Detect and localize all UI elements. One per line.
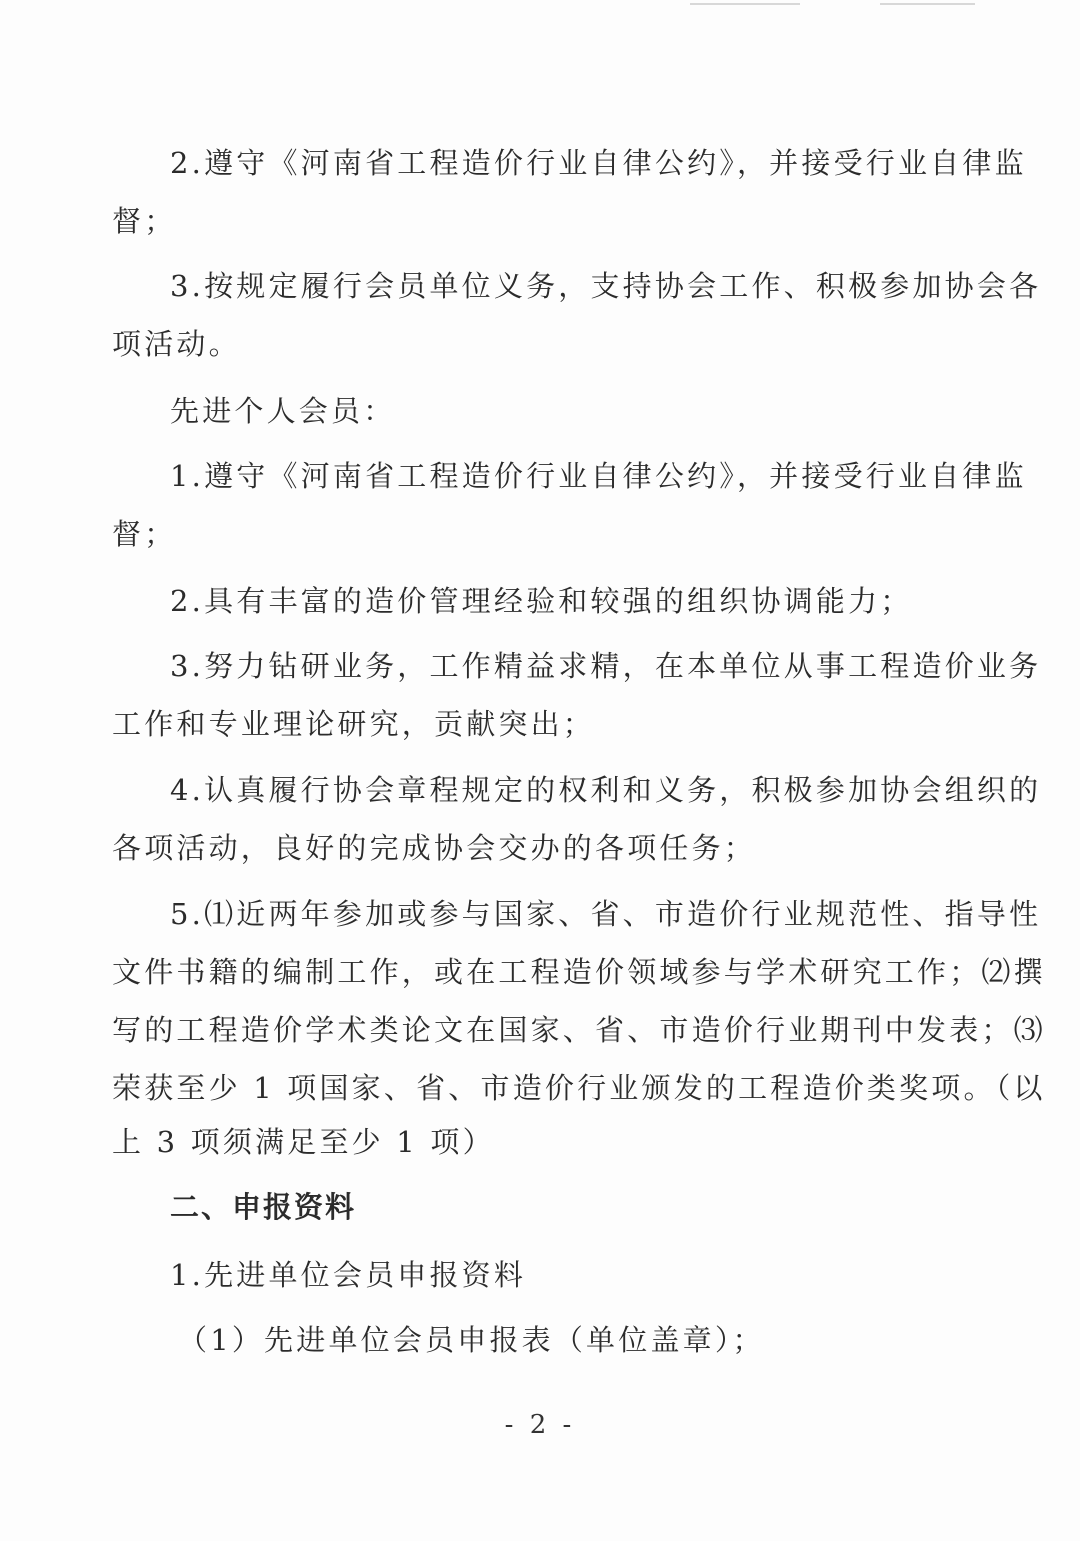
section-heading: 二、申报资料 — [170, 1190, 357, 1224]
scan-mark — [880, 3, 975, 5]
paragraph-line: 5.⑴近两年参加或参与国家、省、市造价行业规范性、指导性 — [170, 897, 1042, 931]
paragraph-line: 写的工程造价学术类论文在国家、省、市造价行业期刊中发表；⑶ — [112, 1013, 1046, 1047]
paragraph-line: 1.遵守《河南省工程造价行业自律公约》，并接受行业自律监 — [170, 459, 1027, 493]
paragraph-line: 文件书籍的编制工作，或在工程造价领域参与学术研究工作；⑵撰 — [112, 955, 1046, 989]
paragraph-line: （1）先进单位会员申报表（单位盖章）； — [178, 1323, 765, 1357]
section-subtitle: 先进个人会员： — [170, 394, 396, 428]
scan-mark — [690, 3, 800, 5]
subsection-heading: 1.先进单位会员申报资料 — [170, 1258, 527, 1292]
paragraph-line: 2.具有丰富的造价管理经验和较强的组织协调能力； — [170, 584, 913, 618]
paragraph-line: 上 3 项须满足至少 1 项） — [112, 1125, 495, 1159]
paragraph-line: 2.遵守《河南省工程造价行业自律公约》，并接受行业自律监 — [170, 146, 1027, 180]
paragraph-line: 荣获至少 1 项国家、省、市造价行业颁发的工程造价类奖项。（以 — [112, 1071, 1046, 1105]
page-number: - 2 - — [504, 1410, 576, 1440]
paragraph-line: 工作和专业理论研究，贡献突出； — [112, 707, 596, 741]
paragraph-line: 各项活动，良好的完成协会交办的各项任务； — [112, 831, 757, 865]
paragraph-line: 3.努力钻研业务，工作精益求精，在本单位从事工程造价业务 — [170, 649, 1042, 683]
paragraph-line: 督； — [112, 517, 177, 551]
paragraph-line: 督； — [112, 204, 177, 238]
paragraph-line: 3.按规定履行会员单位义务，支持协会工作、积极参加协会各 — [170, 269, 1042, 303]
paragraph-line: 项活动。 — [112, 327, 241, 361]
paragraph-line: 4.认真履行协会章程规定的权利和义务，积极参加协会组织的 — [170, 773, 1042, 807]
